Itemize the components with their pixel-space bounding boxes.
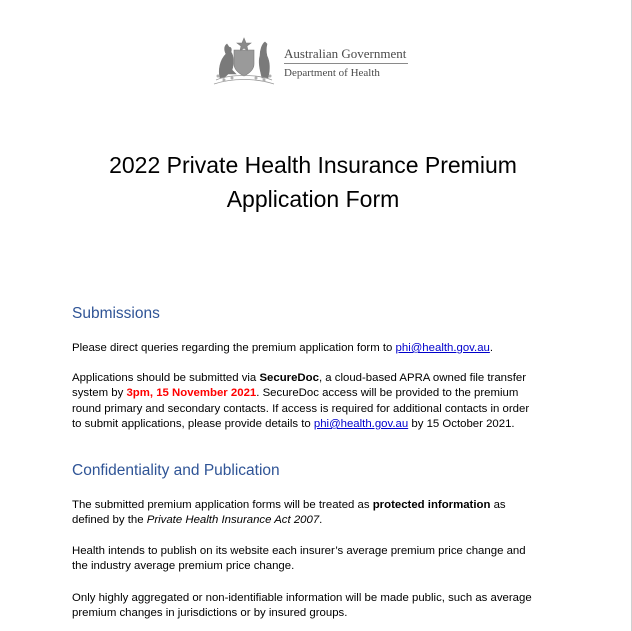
text-run: . SecureDoc access will be provided to the premium <box>256 387 519 400</box>
logo-department-text: Department of Health <box>284 67 380 79</box>
text-line: Health intends to publish on its website each insurer’s average premium price change and <box>72 545 526 557</box>
logo-government-text: Australian Government <box>284 46 407 61</box>
confidentiality-heading: Confidentiality and Publication <box>72 462 280 479</box>
title-line-1: 2022 Private Health Insurance Premium <box>109 152 517 178</box>
protected-info-emphasis: protected information <box>372 499 491 511</box>
confidentiality-paragraph-1 <box>72 498 562 529</box>
text-line: Only highly aggregated or non-identifiable information will be made public, such as average <box>72 592 532 604</box>
email-link[interactable]: phi@health.gov.au <box>395 342 490 354</box>
securedoc-emphasis: SecureDoc <box>259 372 319 384</box>
confidentiality-paragraph-2 <box>72 544 562 575</box>
title-line-2: Application Form <box>226 186 400 212</box>
text-line: premium changes in jurisdictions or by insured groups. <box>72 607 348 620</box>
text-run: to submit applications, please provide details to <box>72 417 314 430</box>
text-run: , a cloud-based APRA owned file transfer <box>318 372 527 384</box>
text-run: . <box>319 514 323 527</box>
text-run: . <box>489 342 494 354</box>
text-line: the industry average premium price change. <box>72 560 295 573</box>
confidentiality-paragraph-3 <box>72 591 562 622</box>
logo-divider <box>284 63 408 64</box>
submissions-paragraph-1 <box>72 341 562 356</box>
text-run: The submitted premium application forms will be treated as <box>72 499 373 511</box>
text-run: as <box>490 499 506 511</box>
text-run: defined by the <box>72 514 147 527</box>
document-title <box>0 148 626 216</box>
submissions-heading: Submissions <box>72 305 160 322</box>
text-run: by 15 October 2021. <box>408 417 515 430</box>
submissions-paragraph-2 <box>72 371 562 432</box>
text-run: Applications should be submitted via <box>72 372 260 384</box>
text-run: Please direct queries regarding the premium application form to <box>72 342 396 354</box>
act-title: Private Health Insurance Act 2007 <box>146 514 320 527</box>
text-line: round primary and secondary contacts. If access is required for additional contacts in order <box>72 402 530 415</box>
coat-of-arms-icon <box>210 34 278 86</box>
deadline-highlight: 3pm, 15 November 2021 <box>126 387 257 400</box>
email-link[interactable]: phi@health.gov.au <box>313 417 409 430</box>
government-logo <box>210 34 420 86</box>
text-run: system by <box>72 387 127 400</box>
